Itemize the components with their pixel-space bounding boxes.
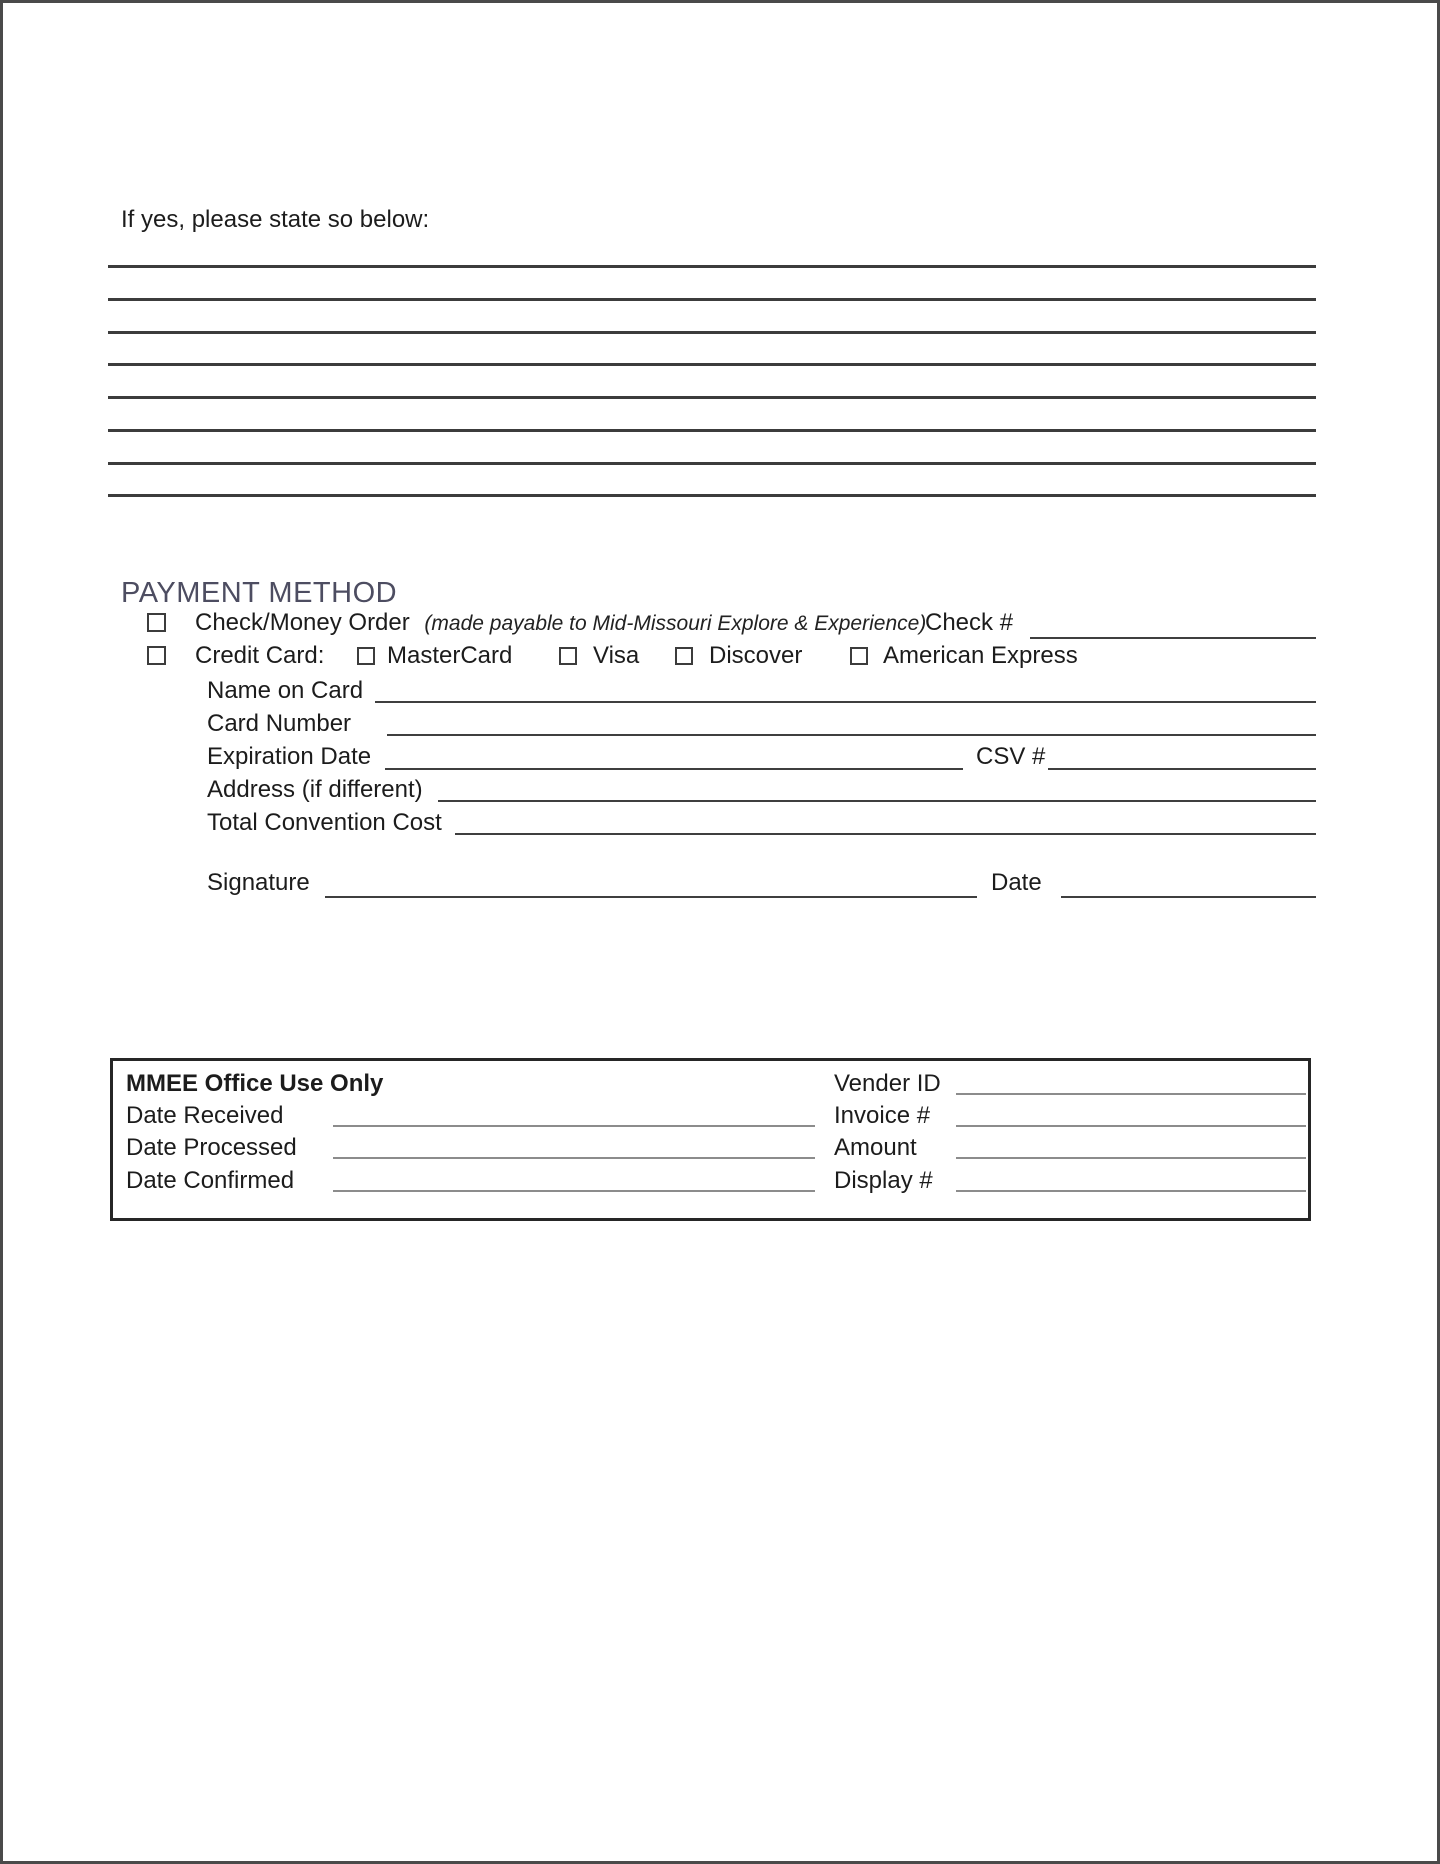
amount-label: Amount [834, 1134, 917, 1161]
blank-write-in-line[interactable] [108, 462, 1316, 465]
expiration-date-line[interactable] [385, 768, 963, 770]
date-received-line[interactable] [333, 1125, 815, 1127]
display-number-label: Display # [834, 1167, 933, 1194]
blank-write-in-line[interactable] [108, 298, 1316, 301]
amount-line[interactable] [956, 1157, 1306, 1159]
discover-label: Discover [709, 642, 803, 669]
office-use-title: MMEE Office Use Only [126, 1070, 384, 1097]
card-number-line[interactable] [387, 734, 1316, 736]
expiration-date-label: Expiration Date [207, 743, 372, 770]
date-processed-line[interactable] [333, 1157, 815, 1159]
display-number-line[interactable] [956, 1190, 1306, 1192]
date-received-label: Date Received [126, 1102, 284, 1129]
date-label: Date [991, 869, 1042, 896]
payment-method-heading: PAYMENT METHOD [121, 577, 398, 609]
vender-id-label: Vender ID [834, 1070, 941, 1097]
check-money-order-text: Check/Money Order [195, 609, 410, 636]
blank-write-in-line[interactable] [108, 429, 1316, 432]
mastercard-label: MasterCard [387, 642, 513, 669]
signature-line[interactable] [325, 896, 977, 898]
check-payable-note: (made payable to Mid-Missouri Explore & Experience) [424, 612, 927, 635]
blank-write-in-line[interactable] [108, 265, 1316, 268]
check-number-label: Check # [925, 609, 1014, 636]
blank-write-in-line[interactable] [108, 331, 1316, 334]
total-convention-cost-line[interactable] [455, 833, 1316, 835]
name-on-card-label: Name on Card [207, 677, 364, 704]
american-express-checkbox[interactable] [850, 647, 868, 665]
american-express-label: American Express [883, 642, 1078, 669]
address-label: Address (if different) [207, 776, 423, 803]
invoice-number-line[interactable] [956, 1125, 1306, 1127]
signature-label: Signature [207, 869, 310, 896]
total-convention-cost-label: Total Convention Cost [207, 809, 442, 836]
visa-checkbox[interactable] [559, 647, 577, 665]
check-money-order-checkbox[interactable] [147, 613, 166, 632]
credit-card-label: Credit Card: [195, 642, 325, 669]
vender-id-line[interactable] [956, 1093, 1306, 1095]
mastercard-checkbox[interactable] [357, 647, 375, 665]
blank-write-in-line[interactable] [108, 363, 1316, 366]
address-line[interactable] [438, 800, 1316, 802]
check-money-order-label [195, 609, 926, 637]
discover-checkbox[interactable] [675, 647, 693, 665]
check-number-line[interactable] [1030, 637, 1316, 639]
blank-write-in-line[interactable] [108, 396, 1316, 399]
invoice-number-label: Invoice # [834, 1102, 931, 1129]
name-on-card-line[interactable] [375, 701, 1316, 703]
csv-label: CSV # [976, 743, 1046, 770]
date-confirmed-line[interactable] [333, 1190, 815, 1192]
date-line[interactable] [1061, 896, 1316, 898]
visa-label: Visa [593, 642, 640, 669]
csv-line[interactable] [1048, 768, 1316, 770]
credit-card-checkbox[interactable] [147, 646, 166, 665]
blank-write-in-line[interactable] [108, 494, 1316, 497]
date-processed-label: Date Processed [126, 1134, 297, 1161]
card-number-label: Card Number [207, 710, 352, 737]
date-confirmed-label: Date Confirmed [126, 1167, 295, 1194]
office-use-box [110, 1058, 1311, 1221]
prompt-text: If yes, please state so below: [121, 206, 430, 233]
